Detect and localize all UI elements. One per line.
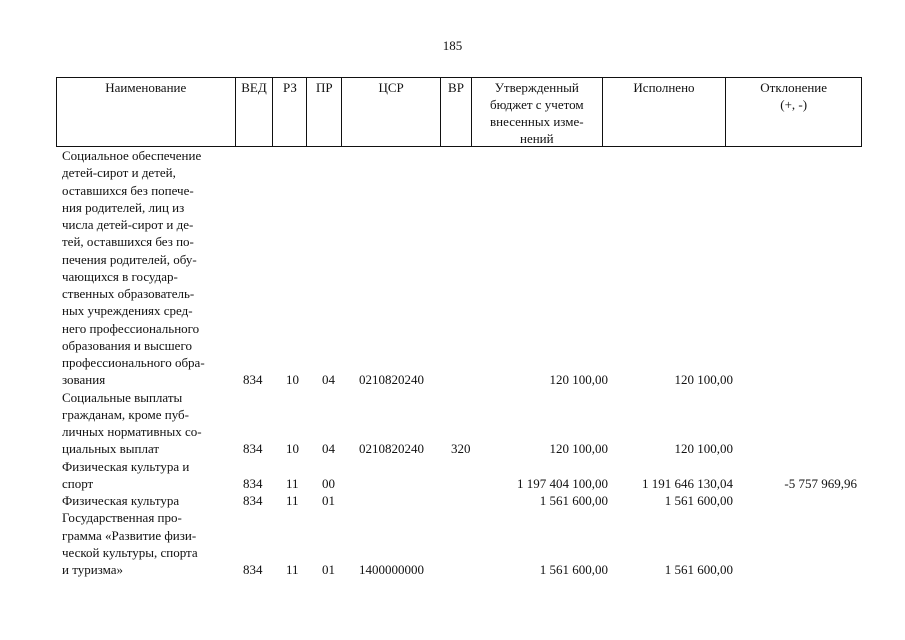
row-executed: 1 561 600,00 (664, 562, 733, 577)
table-header (56, 77, 862, 147)
row-name-line: спорт (62, 475, 94, 491)
row-name-line: печения родителей, обу- (62, 251, 197, 267)
row-rz: 11 (286, 493, 299, 508)
header-approved-budget-line: внесенных изме- (490, 114, 584, 129)
row-ved: 834 (243, 441, 263, 457)
row-pr: 01 (322, 493, 335, 508)
row-rz: 10 (286, 441, 299, 457)
row-pr: 00 (322, 475, 335, 491)
row-executed: 120 100,00 (674, 441, 733, 457)
header-approved-budget-line: нений (519, 131, 554, 146)
row-executed: 1 561 600,00 (664, 493, 733, 508)
row-name-line: Социальные выплаты (62, 389, 183, 405)
header-csr: ЦСР (342, 78, 441, 146)
row-pr: 01 (322, 562, 335, 577)
row-approved-budget: 1 197 404 100,00 (517, 475, 608, 491)
header-approved-budget (472, 78, 603, 146)
row-name-line: Социальное обеспечение (62, 148, 202, 163)
row-name-line: образования и высшего (62, 337, 192, 353)
row-name-line: него профессионального (62, 320, 200, 336)
row-csr: 0210820240 (359, 372, 424, 388)
row-csr: 0210820240 (359, 441, 424, 457)
row-approved-budget: 120 100,00 (549, 372, 608, 388)
header-rz: РЗ (273, 78, 307, 146)
header-approved-budget-line: бюджет с учетом (489, 97, 584, 112)
row-name-line: профессионального обра- (62, 355, 205, 370)
row-name-line: оставшихся без попече- (62, 182, 194, 198)
row-name-line: зования (62, 372, 106, 388)
row-approved-budget: 1 561 600,00 (539, 562, 608, 577)
row-ved: 834 (243, 475, 263, 491)
row-name-line: Государственная про- (62, 510, 182, 526)
row-ved: 834 (243, 493, 263, 508)
row-csr: 1400000000 (359, 562, 424, 577)
row-ved: 834 (243, 562, 263, 577)
header-deviation-line: (+, -) (780, 97, 808, 112)
row-name-line: ственных образователь- (62, 286, 195, 301)
header-approved-budget-line: Утвержденный (494, 80, 579, 95)
page-number: 185 (442, 38, 463, 53)
header-executed: Исполнено (603, 78, 727, 146)
row-pr: 04 (322, 372, 335, 388)
row-rz: 11 (286, 475, 299, 491)
row-ved: 834 (243, 372, 263, 388)
row-name-line: Физическая культура и (62, 458, 190, 474)
row-name-line: тей, оставшихся без по- (62, 234, 194, 250)
header-name: Наименование (57, 78, 236, 146)
row-name-line: числа детей-сирот и де- (62, 217, 194, 232)
row-name-line: Физическая культура (62, 493, 180, 508)
header-pr: ПР (307, 78, 342, 146)
row-rz: 11 (286, 562, 299, 577)
row-name-line: ния родителей, лиц из (62, 199, 185, 215)
row-rz: 10 (286, 372, 299, 388)
row-pr: 04 (322, 441, 335, 457)
row-name-line: ных учреждениях сред- (62, 303, 193, 319)
row-deviation: -5 757 969,96 (784, 475, 857, 491)
header-deviation-line: Отклонение (760, 80, 828, 95)
row-vr: 320 (451, 441, 471, 457)
row-name-line: чающихся в государ- (62, 268, 178, 284)
row-executed: 120 100,00 (674, 372, 733, 388)
row-approved-budget: 120 100,00 (549, 441, 608, 457)
row-name-line: ческой культуры, спорта (62, 544, 198, 560)
header-vr: ВР (441, 78, 472, 146)
row-name-line: и туризма» (62, 562, 124, 577)
row-name-line: детей-сирот и детей, (62, 165, 176, 181)
row-approved-budget: 1 561 600,00 (539, 493, 608, 508)
row-name-line: гражданам, кроме пуб- (62, 406, 189, 422)
row-name-line: циальных выплат (62, 441, 160, 457)
header-deviation (726, 78, 861, 146)
header-ved: ВЕД (236, 78, 274, 146)
row-name-line: личных нормативных со- (62, 424, 202, 439)
row-executed: 1 191 646 130,04 (642, 475, 733, 491)
row-name-line: грамма «Развитие физи- (62, 527, 197, 543)
